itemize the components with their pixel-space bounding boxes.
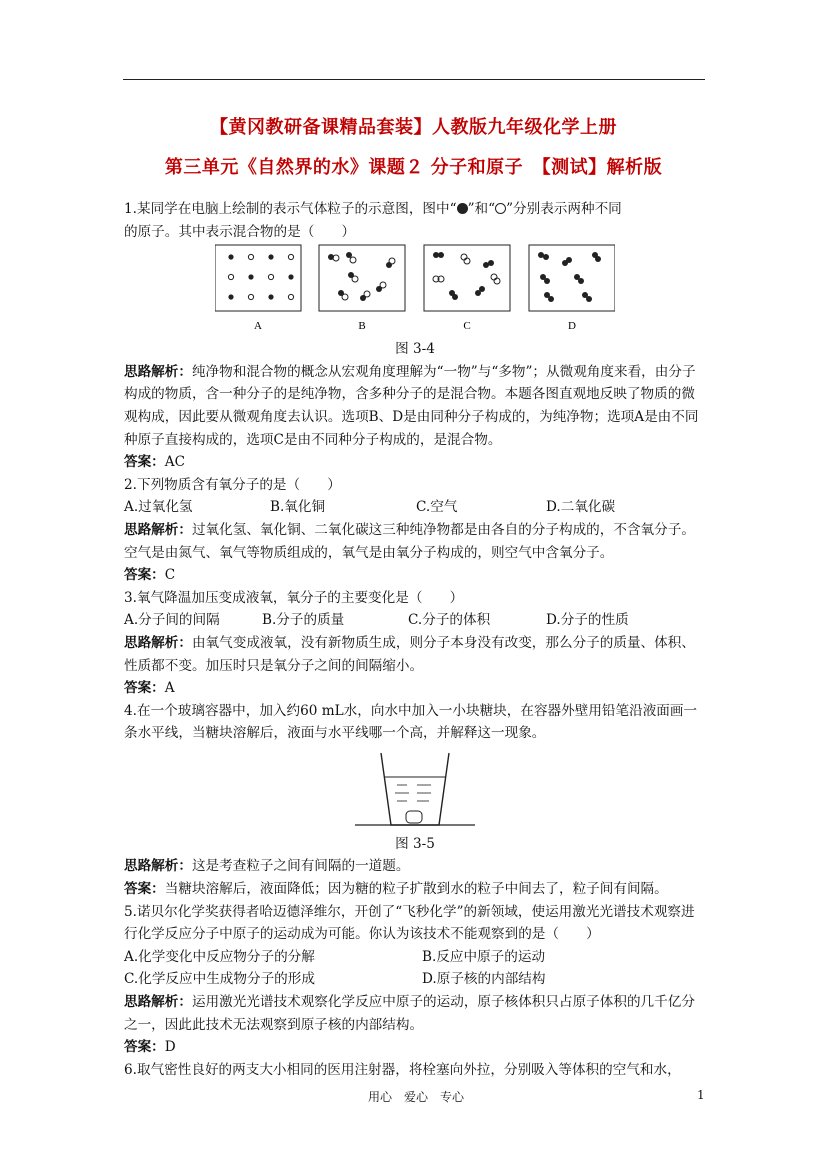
q1-analysis: 思路解析：纯净物和混合物的概念从宏观角度理解为“一物”与“多物”；从微观角度来看，由分子构成的物质，含一种分子的是纯净物，含多种分子的是混合物。本题各图直观地反映了物质的微观构成，因此要从微观角度去认识。选项B、D是由同种分子构成的，为纯净物；选项A是由不同种原子直接构成的，选项C是由不同种分子构成的，是混合物。 <box>124 363 699 448</box>
q3-answer: 答案：A <box>124 680 175 697</box>
q1-stem: 1.某同学在电脑上绘制的表示气体粒子的示意图，图中“ ”和“ ”分别表示两种不同 <box>124 201 622 217</box>
content <box>124 198 706 1081</box>
doc-title: 【黄冈教研备课精品套装】人教版九年级化学上册 <box>210 117 617 138</box>
q4-analysis: 思路解析：这是考查粒子之间有间隔的一道题。 <box>124 858 410 875</box>
panel-a <box>215 245 301 311</box>
q5-options-row1 <box>124 946 706 969</box>
q2-analysis: 思路解析：过氧化氢、氧化铜、二氧化碳这三种纯净物都是由各自的分子构成的，不含氧分子。空气是由氮气、氧气等物质组成的，氧气是由氧分子构成的，则空气中含氧分子。 <box>124 521 695 561</box>
q3-stem: 3.氧气降温加压变成液氧，氧分子的主要变化是（ ） <box>124 589 464 606</box>
figure-3-5 <box>124 745 706 833</box>
q2-option-a: A.过氧化氢 <box>124 499 193 516</box>
panel-label-c: C <box>463 320 471 333</box>
panel-d <box>529 245 615 311</box>
q6-stem: 6.取气密性良好的两支大小相同的医用注射器，将栓塞向外拉，分别吸入等体积的空气和水， <box>124 1061 681 1078</box>
panel-b <box>319 245 405 311</box>
hollow-circle-icon <box>495 203 506 214</box>
q1-answer: 答案：AC <box>124 454 185 471</box>
panel-label-a: A <box>254 320 262 333</box>
q5-options-row2 <box>124 968 706 991</box>
header-rule <box>123 79 705 80</box>
q5-analysis: 思路解析：运用激光光谱技术观察化学反应中原子的运动，原子核体积只占原子体积的几千亿分之一，因此此技术无法观察到原子核的内部结构。 <box>124 994 695 1033</box>
q2-answer: 答案：C <box>124 567 176 584</box>
q2-option-d: D.二氧化碳 <box>546 499 616 516</box>
q4-answer: 答案：当糖块溶解后，液面降低；因为糖的粒子扩散到水的粒子中间去了，粒子间有间隔。 <box>124 881 668 898</box>
panel-c <box>424 245 510 311</box>
q5-option-a: A.化学变化中反应物分子的分解 <box>124 948 315 965</box>
figure-caption-3-4: 图 3-4 <box>395 341 435 358</box>
q5-option-c: C.化学反应中生成物分子的形成 <box>124 971 315 988</box>
beaker-diagram <box>355 745 475 833</box>
q3-analysis: 思路解析：由氧气变成液氧，没有新物质生成，则分子本身没有改变，那么分子的质量、体积、性质都不变。加压时只是氧分子之间的间隔缩小。 <box>124 634 695 674</box>
q2-options <box>124 496 706 519</box>
q3-option-c: C.分子的体积 <box>408 612 491 629</box>
doc-subtitle: 第三单元《自然界的水》课题２ 分子和原子 【测试】解析版 <box>164 157 663 178</box>
sugar-cube <box>406 811 422 823</box>
panel-label-d: D <box>568 320 576 333</box>
figure-caption-3-5: 图 3-5 <box>395 835 435 852</box>
panel-label-b: B <box>358 320 366 333</box>
q2-option-b: B.氧化铜 <box>270 499 326 516</box>
figure-3-4 <box>124 243 706 338</box>
q5-option-d: D.原子核的内部结构 <box>422 971 546 988</box>
footer-motto: 用心 爱心 专心 <box>368 1090 465 1104</box>
page-number: 1 <box>697 1088 705 1102</box>
q4-stem: 4.在一个玻璃容器中，加入约60 mL水，向水中加入一小块糖块，在容器外壁用铅笔沿液面画一条水平线，当糖块溶解后，液面与水平线哪一个高，并解释这一现象。 <box>124 702 698 742</box>
q5-option-b: B.反应中原子的运动 <box>422 948 546 965</box>
q5-answer: 答案：D <box>124 1039 176 1056</box>
particle-diagram <box>215 243 615 338</box>
q3-option-a: A.分子间的间隔 <box>124 612 220 629</box>
beaker-outline <box>381 753 449 825</box>
q2-option-c: C.空气 <box>416 499 458 516</box>
q3-option-d: D.分子的性质 <box>546 612 629 629</box>
q3-option-b: B.分子的质量 <box>262 612 345 629</box>
q1-stem-line2: 的原子。其中表示混合物的是（ ） <box>124 223 356 240</box>
q3-options <box>124 609 706 632</box>
filled-circle-icon <box>457 203 468 214</box>
q5-stem: 5.诺贝尔化学奖获得者哈迈德泽维尔，开创了“飞秒化学”的新领域，使运用激光光谱技术观察进行化学反应分子中原子的运动成为可能。你认为该技术不能观察到的是（ ） <box>124 903 695 943</box>
q2-stem: 2.下列物质含有氧分子的是（ ） <box>124 476 341 493</box>
